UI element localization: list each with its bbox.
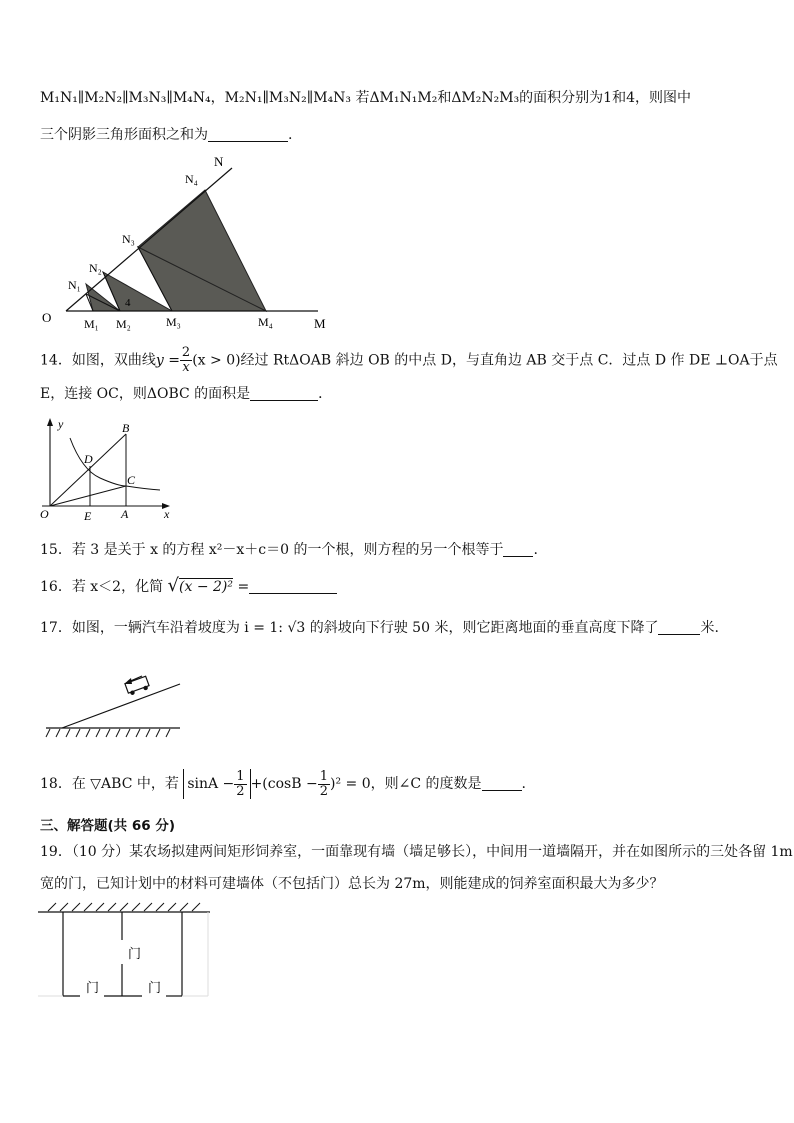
label-N1: N₁: [68, 278, 81, 292]
q17-figure: [40, 660, 190, 742]
car-icon: [125, 676, 150, 696]
svg-text:E: E: [84, 509, 92, 523]
label-M3: M₃: [166, 315, 181, 329]
svg-text:x: x: [164, 507, 170, 521]
segment-OC: [50, 486, 126, 506]
q18-text: 18．在 ▽ABC 中，若 sinA − $\frac{1}{2}$ +(cosB − $\frac{1}{2}$ )² = 0，则∠C 的度数是 .: [40, 768, 526, 799]
label-M1: M₁: [84, 317, 99, 331]
q13-answer-blank[interactable]: [208, 126, 288, 142]
q14-figure: [36, 412, 186, 524]
q13-text: M₁N₁∥M₂N₂∥M₃N₃∥M₄N₄，M₂N₁∥M₃N₂∥M₄N₃ 若ΔM₁N₁M₂和ΔM₂N₂M₃的面积分别为1和4，则图中: [40, 90, 691, 106]
svg-text:D: D: [84, 452, 93, 466]
q16-answer-blank[interactable]: [249, 578, 337, 594]
q14-text-line2: E，连接 OC，则ΔOBC 的面积是 ．: [40, 386, 333, 402]
label-N4: N₄: [185, 172, 198, 186]
q19-text-line1: 19．（10 分）某农场拟建两间矩形饲养室，一面靠现有墙（墙足够长），中间用一道墙隔开，并在如图所示的三处各留 1m: [40, 844, 793, 860]
q19-figure: [36, 900, 216, 1004]
door-label-right: 门: [148, 981, 162, 996]
q13-question: 三个阴影三角形面积之和为: [40, 127, 208, 143]
svg-text:C: C: [127, 473, 136, 487]
section-title: 三、解答题(共 66 分): [40, 818, 176, 834]
door-label-middle: 门: [128, 947, 142, 962]
q14-answer-blank[interactable]: [250, 385, 318, 401]
q13-figure: [30, 150, 350, 340]
wall-hatching: [48, 903, 200, 911]
svg-text:A: A: [121, 507, 129, 521]
label-N: N: [214, 154, 224, 169]
q19-text-line2: 宽的门，已知计划中的材料可建墙体（不包括门）总长为 27m，则能建成的饲养室面积最大为多少？: [40, 876, 664, 892]
q16-radicand: (x − 2)²: [179, 579, 233, 595]
q18-answer-blank[interactable]: [482, 775, 522, 791]
q15-text: 15．若 3 是关于 x 的方程 x²－x＋c＝0 的一个根，则方程的另一个根等于 .: [40, 542, 538, 558]
ground-hatching: [46, 729, 170, 737]
q16-text: 16．若 x＜2，化简 √(x − 2)² =: [40, 576, 754, 597]
q14-fraction: $\frac{2}{x}$: [181, 345, 191, 375]
label-O: O: [42, 310, 52, 325]
q17-text: 17．如图，一辆汽车沿着坡度为 i = 1: √3 的斜坡向下行驶 50 米，则它距离地面的垂直高度下降了 米.: [40, 620, 719, 636]
sqrt-symbol: √: [167, 575, 180, 596]
q17-answer-blank[interactable]: [658, 619, 700, 635]
q13-text-line1: [40, 88, 754, 108]
abs-expression: sinA − $\frac{1}{2}$: [183, 769, 250, 799]
svg-text:y: y: [58, 417, 64, 431]
door-label-left: 门: [86, 981, 100, 996]
label-M: M: [314, 316, 326, 331]
svg-text:O: O: [40, 507, 49, 521]
label-M2: M₂: [116, 317, 131, 331]
slope-line: [62, 684, 180, 728]
label-N3: N₃: [122, 232, 135, 246]
label-N2: N₂: [89, 261, 102, 275]
q13-text-line2: 三个阴影三角形面积之和为 .: [40, 127, 293, 143]
label-4: 4: [125, 297, 131, 309]
label-M4: M₄: [258, 315, 273, 329]
q15-answer-blank[interactable]: [503, 541, 533, 557]
svg-text:B: B: [122, 421, 130, 435]
q14-text-line1: 14．如图，双曲线y = $\frac{2}{x}$ (x > 0)经过 RtΔOAB 斜边 OB 的中点 D，与直角边 AB 交于点 C．过点 D 作 DE ⊥OA于点: [40, 345, 778, 375]
